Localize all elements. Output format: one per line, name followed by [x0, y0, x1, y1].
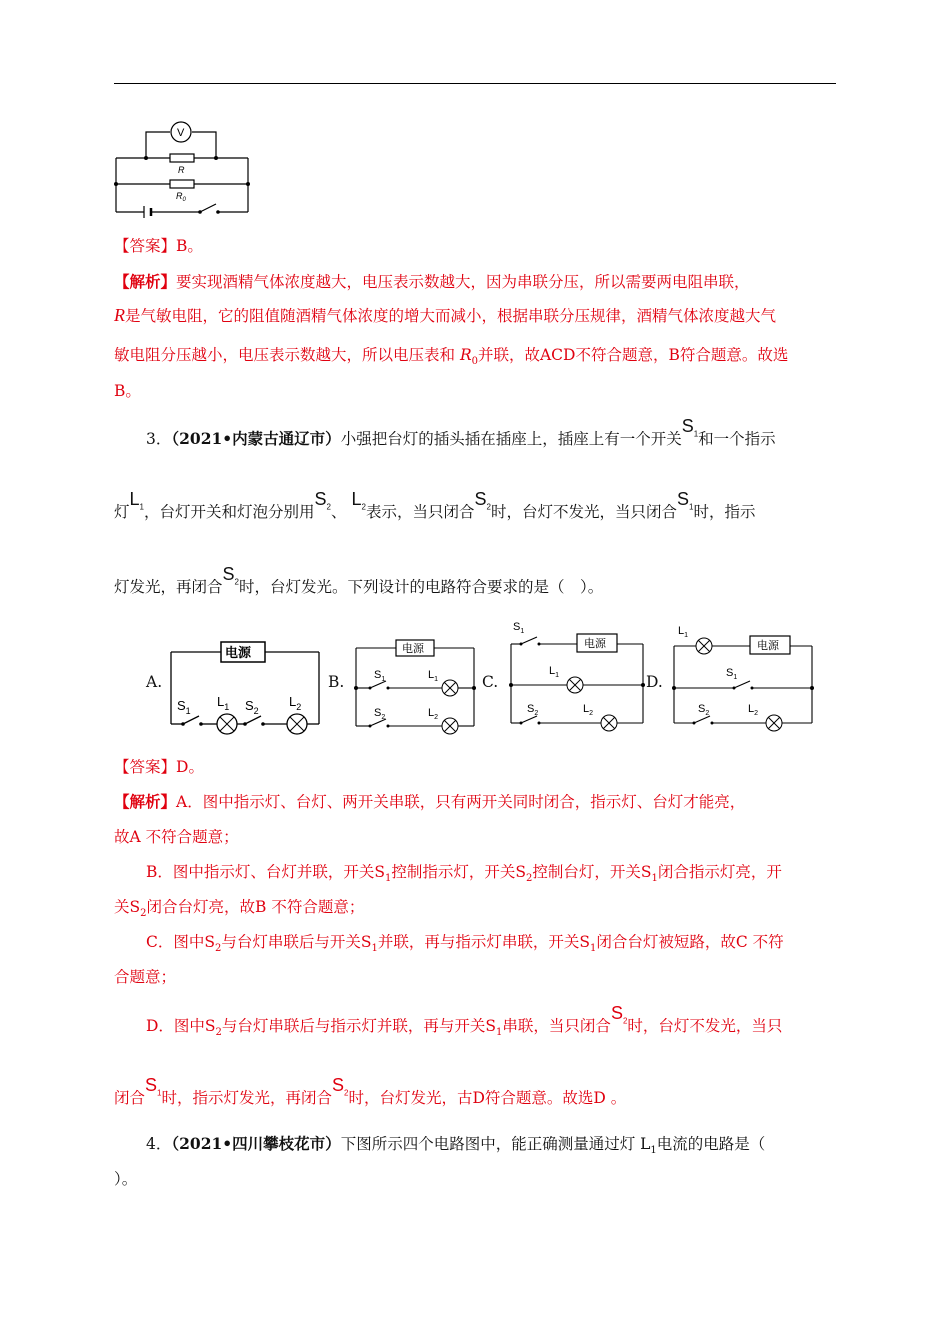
- q3-analysis-a-line-2: 故A 不符合题意；: [114, 828, 239, 846]
- resistor-r: [170, 154, 194, 162]
- q4-stem-line-1: 4．（2021•四川攀枝花市）下图所示四个电路图中，能正确测量通过灯 $L_1$电流的电路是（: [146, 1134, 766, 1157]
- svg-text:L2: $L_2$: [748, 703, 759, 717]
- svg-text:S2: $S_2$: [245, 698, 259, 716]
- q2-analysis-line-4: B。: [114, 382, 141, 400]
- resistor-r0-label: $R_0$: [176, 191, 186, 203]
- q3-analysis-d-line-1: D．图中$S_2$与台灯串联后与指示灯并联，再与开关$S_1$串联，当只闭合$S_2$时，台灯不发光，当只: [146, 1003, 783, 1039]
- svg-text:S1: $S_1$: [374, 669, 386, 683]
- q3-analysis-c-line-2: 合题意；: [114, 968, 177, 986]
- q2-analysis-line-1: 【解析】要实现酒精气体浓度越大，电压表示数越大，因为串联分压，所以需要两电阻串联，: [114, 272, 750, 291]
- svg-text:电源: 电源: [757, 640, 779, 652]
- q3-analysis-b-line-2: 关$S_2$闭合台灯亮，故B 不符合题意；: [114, 898, 365, 920]
- q2-analysis-line-2: R是气敏电阻，它的阻值随酒精气体浓度的增大而减小，根据串联分压规律，酒精气体浓度越大气: [114, 305, 777, 325]
- q2-analysis-line-3: 敏电阻分压越小，电压表示数越大，所以电压表和 $R_0$并联，故ACD不符合题意，B符合题意。故选: [114, 346, 789, 368]
- svg-text:电源: 电源: [402, 643, 424, 655]
- q3-analysis-d-line-2: 闭合$S_1$时，指示灯发光，再闭合$S_2$时，台灯发光，古D符合题意。故选D 。: [114, 1075, 627, 1107]
- q2-answer: 【答案】B。: [114, 237, 203, 255]
- svg-text:L2: $L_2$: [583, 703, 594, 717]
- q3-stem-line-2: 灯$L_1$，台灯开关和灯泡分别用$S_2$、 $L_2$表示，当只闭合$S_2$时，台灯不发光，当只闭合$S_1$时，指示: [114, 489, 756, 521]
- svg-text:S2: $S_2$: [374, 707, 386, 721]
- q4-stem-line-2: ）。: [114, 1170, 138, 1188]
- svg-text:S2: $S_2$: [698, 703, 710, 717]
- circuit-option-b: [350, 636, 480, 736]
- option-b-label: B.: [328, 673, 345, 691]
- option-a-label: A.: [146, 673, 163, 691]
- circuit-option-c: [505, 618, 650, 738]
- svg-text:L2: $L_2$: [289, 694, 302, 712]
- q3-stem-line-1: 3．（2021•内蒙古通辽市）小强把台灯的插头插在插座上，插座上有一个开关$S_1$和一个指示: [146, 416, 776, 448]
- svg-text:L1: $L_1$: [428, 669, 439, 683]
- option-c-label: C.: [482, 673, 499, 691]
- voltmeter-label: V: [177, 127, 185, 139]
- header-rule: [114, 83, 836, 84]
- resistor-r-label: R: [178, 165, 185, 175]
- resistor-r0: [170, 180, 194, 188]
- voltmeter-circuit-diagram: [108, 118, 258, 218]
- svg-text:S1: $S_1$: [177, 698, 191, 716]
- q3-answer: 【答案】D。: [114, 758, 204, 776]
- lamp-l2-a: [287, 714, 307, 734]
- lamp-l1-a: [217, 714, 237, 734]
- svg-text:L2: $L_2$: [428, 707, 439, 721]
- q3-analysis-c-line-1: C．图中$S_2$与台灯串联后与开关$S_1$并联，再与指示灯串联，开关$S_1$闭合台灯被短路，故C 不符: [146, 933, 784, 955]
- option-d-label: D.: [646, 673, 663, 691]
- svg-text:S1: $S_1$: [726, 667, 738, 681]
- battery-symbol: [144, 206, 151, 218]
- svg-text:L1: $L_1$: [549, 665, 560, 679]
- circuit-option-d: [668, 622, 818, 738]
- q3-analysis-b-line-1: B．图中指示灯、台灯并联，开关$S_1$控制指示灯，开关$S_2$控制台灯，开关$S_1$闭合指示灯亮，开: [146, 863, 782, 885]
- q3-analysis-a-line-1: 【解析】A．图中指示灯、台灯、两开关串联，只有两开关同时闭合，指示灯、台灯才能亮，: [114, 792, 746, 811]
- svg-text:S2: $S_2$: [527, 703, 539, 717]
- svg-text:L1: $L_1$: [217, 694, 230, 712]
- svg-text:S1: $S_1$: [513, 621, 525, 635]
- svg-text:L1: $L_1$: [678, 625, 689, 639]
- power-label-a: 电源: [225, 645, 252, 660]
- svg-text:电源: 电源: [584, 638, 606, 650]
- q3-stem-line-3: 灯发光，再闭合$S_2$时，台灯发光。下列设计的电路符合要求的是（ ）。: [114, 564, 604, 596]
- circuit-option-a: [165, 636, 325, 736]
